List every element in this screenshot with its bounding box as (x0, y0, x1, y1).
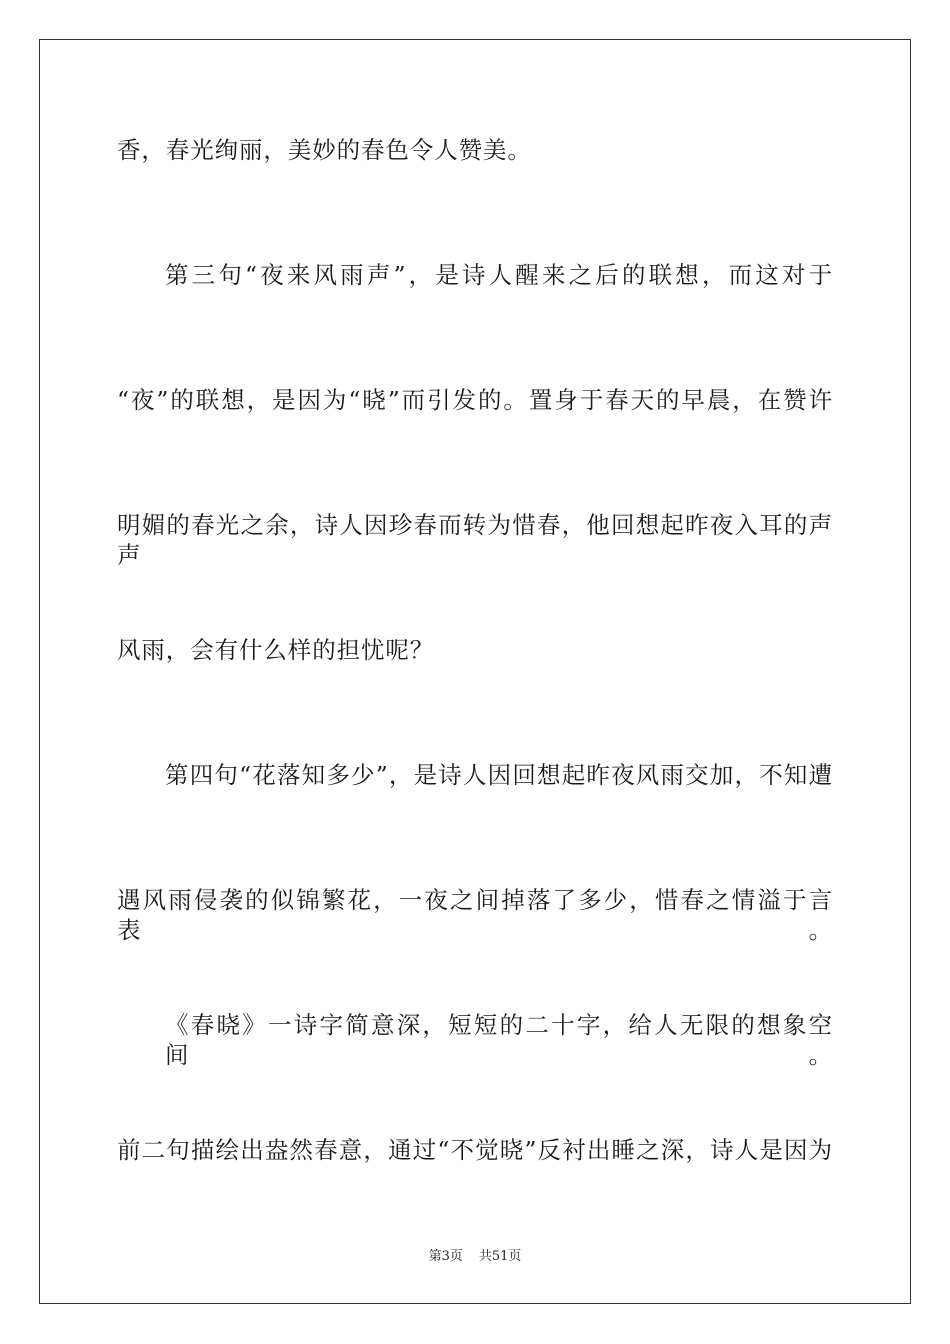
text-line-9: 前二句描绘出盎然春意，通过“不觉晓”反衬出睡之深，诗人是因为 (117, 1136, 833, 1164)
text-line-6: 第四句“花落知多少”，是诗人因回想起昨夜风雨交加，不知遭 (165, 761, 833, 789)
text-line-4: 明媚的春光之余，诗人因珍春而转为惜春，他回想起昨夜入耳的声声 (117, 511, 833, 569)
text-line-1: 香，春光绚丽，美妙的春色令人赞美。 (117, 136, 532, 164)
text-line-8: 《春晓》一诗字简意深，短短的二十字，给人无限的想象空间。 (165, 1011, 833, 1069)
text-line-3: “夜”的联想，是因为“晓”而引发的。置身于春天的早晨，在赞许 (117, 386, 833, 414)
page-number: 第3页 (428, 1249, 463, 1264)
page-footer (0, 1248, 950, 1266)
text-line-7: 遇风雨侵袭的似锦繁花，一夜之间掉落了多少，惜春之情溢于言表。 (117, 886, 833, 944)
text-line-5: 风雨，会有什么样的担忧呢？ (117, 636, 435, 664)
page-total: 共51页 (478, 1249, 522, 1264)
page-border (39, 39, 911, 1304)
text-line-2: 第三句“夜来风雨声”，是诗人醒来之后的联想，而这对于 (165, 261, 833, 289)
